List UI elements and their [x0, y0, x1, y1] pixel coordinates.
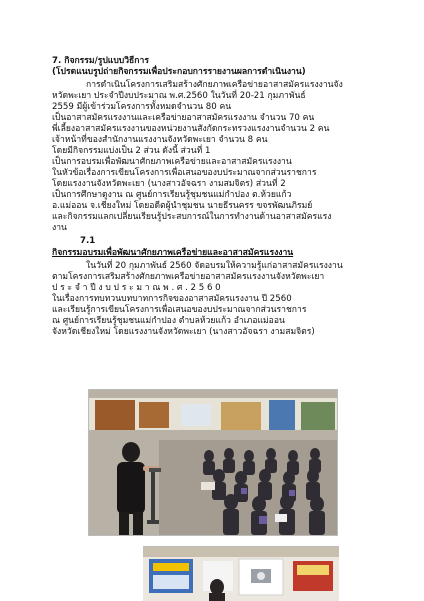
paragraph1-line: และกิจกรรมแลกเปลี่ยนเรียนรู้ประสบการณ์ในการทำงานด้านอาสาสมัครแรง	[52, 212, 332, 222]
paragraph1-line: โดยแรงงานจังหวัดพะเยา (นางสาวอัจฉรา งามสมจิตร) ส่วนที่ 2	[52, 179, 286, 189]
activity-photo	[143, 546, 339, 601]
paragraph1-line: งาน	[52, 223, 67, 233]
paragraph1-line: โดยมีกิจกรรมแบ่งเป็น 2 ส่วน ดังนี้ ส่วนที่ 1	[52, 146, 211, 156]
paragraph2-line: จังหวัดเชียงใหม่ โดยแรงงานจังหวัดพะเยา (นางสาวอัจฉรา งามสมจิตร)	[52, 327, 315, 337]
subsection-number: 7.1	[80, 236, 96, 246]
paragraph1-line: เป็นการศึกษาดูงาน ณ ศูนย์การเรียนรู้ชุมชนแม่กำปอง ต.ห้วยแก้ว	[52, 190, 292, 200]
section-heading: 7. กิจกรรม/รูปแบบวิธีการ	[52, 56, 149, 66]
section-subheading: (โปรดแนบรูปถ่ายกิจกรรมเพื่อประกอบการรายงานผลการดำเนินงาน)	[52, 67, 306, 77]
subsection-title: กิจกรรมอบรมเพื่อพัฒนาศักยภาพเครือข่ายและอาสาสมัครแรงงาน	[52, 248, 294, 258]
paragraph2-line: และเรียนรู้การเขียนโครงการเพื่อเสนอของบประมาณจากส่วนราชการ	[52, 305, 307, 315]
paragraph1-line: 2559 มีผู้เข้าร่วมโครงการทั้งหมดจำนวน 80 คน	[52, 102, 232, 112]
seminar-photo	[88, 389, 338, 536]
paragraph1-line: การดำเนินโครงการเสริมสร้างศักยภาพเครือข่ายอาสาสมัครแรงงานจัง	[86, 80, 343, 90]
paragraph2-line: ป ร ะ จํ า ปี ง บ ป ร ะ ม า ณ พ . ศ . 2 5 6 0	[52, 283, 221, 293]
paragraph1-line: เจ้าหน้าที่ของสำนักงานแรงงานจังหวัดพะเยา จำนวน 8 คน	[52, 135, 268, 145]
paragraph2-line: ในเรื่องการทบทวนบทบาทการกิจของอาสาสมัครแรงงาน ปี 2560	[52, 294, 292, 304]
paragraph1-line: เป็นอาสาสมัครแรงงานและเครือข่ายอาสาสมัครแรงงาน จำนวน 70 คน	[52, 113, 315, 123]
paragraph1-line: เป็นการอบรมเพื่อพัฒนาศักยภาพเครือข่ายและอาสาสมัครแรงงาน	[52, 157, 292, 167]
paragraph1-line: อ.แม่ออน จ.เชียงใหม่ โดยอดีตผู้นำชุมชน นายธีรนครร ขจรพัฒนภิรมย์	[52, 201, 313, 211]
paragraph2-line: ในวันที่ 20 กุมภาพันธ์ 2560 จัดอบรมให้ความรู้แก่อาสาสมัครแรงงาน	[86, 261, 343, 271]
paragraph2-line: ณ ศูนย์การเรียนรู้ชุมชนแม่กำปอง ตำบลห้วยแก้ว อำเภอแม่ออน	[52, 316, 285, 326]
paragraph2-line: ตามโครงการเสริมสร้างศักยภาพเครือข่ายอาสาสมัครแรงงานจังหวัดพะเยา	[52, 272, 325, 282]
paragraph1-line: ในหัวข้อเรื่องการเขียนโครงการเพื่อเสนอของบประมาณจากส่วนราชการ	[52, 168, 317, 178]
paragraph1-line: หวัดพะเยา ประจำปีงบประมาณ พ.ศ.2560 ในวันที่ 20-21 กุมภาพันธ์	[52, 91, 306, 101]
paragraph1-line: พี่เลี้ยงอาสาสมัครแรงงานของหน่วยงานสังกัดกระทรวงแรงงานจำนวน 2 คน	[52, 124, 330, 134]
